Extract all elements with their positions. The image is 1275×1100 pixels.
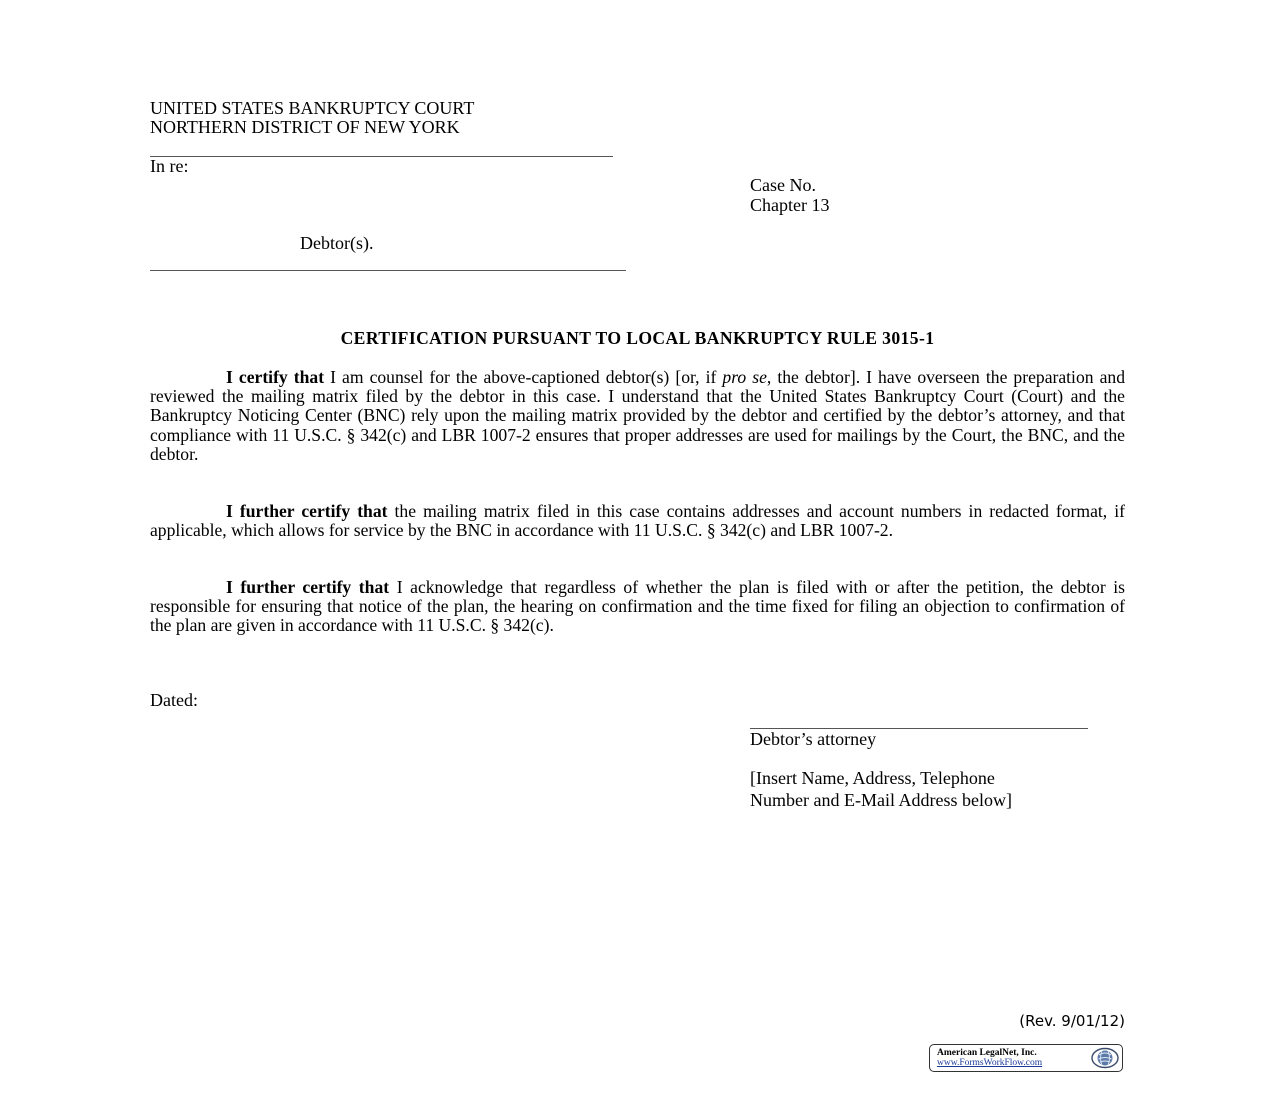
paragraph-2-lead: I further certify that <box>226 501 388 521</box>
document-title: CERTIFICATION PURSUANT TO LOCAL BANKRUPTCY RULE 3015-1 <box>340 328 935 348</box>
insert-info-line-2: Number and E-Mail Address below] <box>750 790 1012 810</box>
court-name: UNITED STATES BANKRUPTCY COURT <box>150 98 475 118</box>
paragraph-2-text: the mailing matrix filed in this case contains addresses and account numbers in redacted format, if applicable, which allows for service by the BNC in accordance with 11 U.S.C. § 342(c) and LBR 1007-2. <box>150 501 1125 541</box>
paragraph-3-lead: I further certify that <box>226 577 390 597</box>
paragraph-1-text-b: , the debtor]. I have overseen the preparation and reviewed the mailing matrix filed by the debtor in this case. I understand that the United States Bankruptcy Court (Court) and the Bankruptcy Noticing Center (BNC) rely upon the mailing matrix provided by the debtor and certified by the debtor’s attorney, and that compliance with 11 U.S.C. § 342(c) and LBR 1007-2 ensures that proper addresses are used for mailings by the Court, the BNC, and the debtor. <box>150 367 1125 464</box>
logo-website-link[interactable]: www.FormsWorkFlow.com <box>937 1058 1043 1068</box>
insert-info-line-1: [Insert Name, Address, Telephone <box>750 768 995 788</box>
attorney-label: Debtor’s attorney <box>750 729 877 749</box>
certification-paragraph-1 <box>150 368 1125 464</box>
in-re-label: In re: <box>150 156 189 176</box>
pro-se-term: pro se <box>722 367 767 387</box>
certification-paragraph-2 <box>150 502 1125 540</box>
dated-label: Dated: <box>150 690 198 710</box>
paragraph-1-lead: I certify that <box>226 367 325 387</box>
caption-divider-top <box>150 156 613 157</box>
chapter-label: Chapter 13 <box>750 195 830 215</box>
court-district: NORTHERN DISTRICT OF NEW YORK <box>150 117 460 137</box>
debtors-label: Debtor(s). <box>300 233 374 253</box>
logo-company-name: American LegalNet, Inc. <box>937 1048 1037 1058</box>
case-number-label: Case No. <box>750 175 816 195</box>
publisher-logo[interactable] <box>929 1044 1123 1072</box>
paragraph-1-text-a: I am counsel for the above-captioned debtor(s) [or, if <box>324 367 723 387</box>
globe-icon <box>1085 1047 1119 1074</box>
revision-date: (Rev. 9/01/12) <box>1019 1012 1125 1030</box>
certification-paragraph-3 <box>150 578 1125 636</box>
caption-divider-bottom <box>150 270 626 271</box>
paragraph-3-text: I acknowledge that regardless of whether the plan is filed with or after the petition, the debtor is responsible for ensuring that notice of the plan, the hearing on confirmation and the time fixed for filing an objection to confirmation of the plan are given in accordance with 11 U.S.C. § 342(c). <box>150 577 1125 636</box>
